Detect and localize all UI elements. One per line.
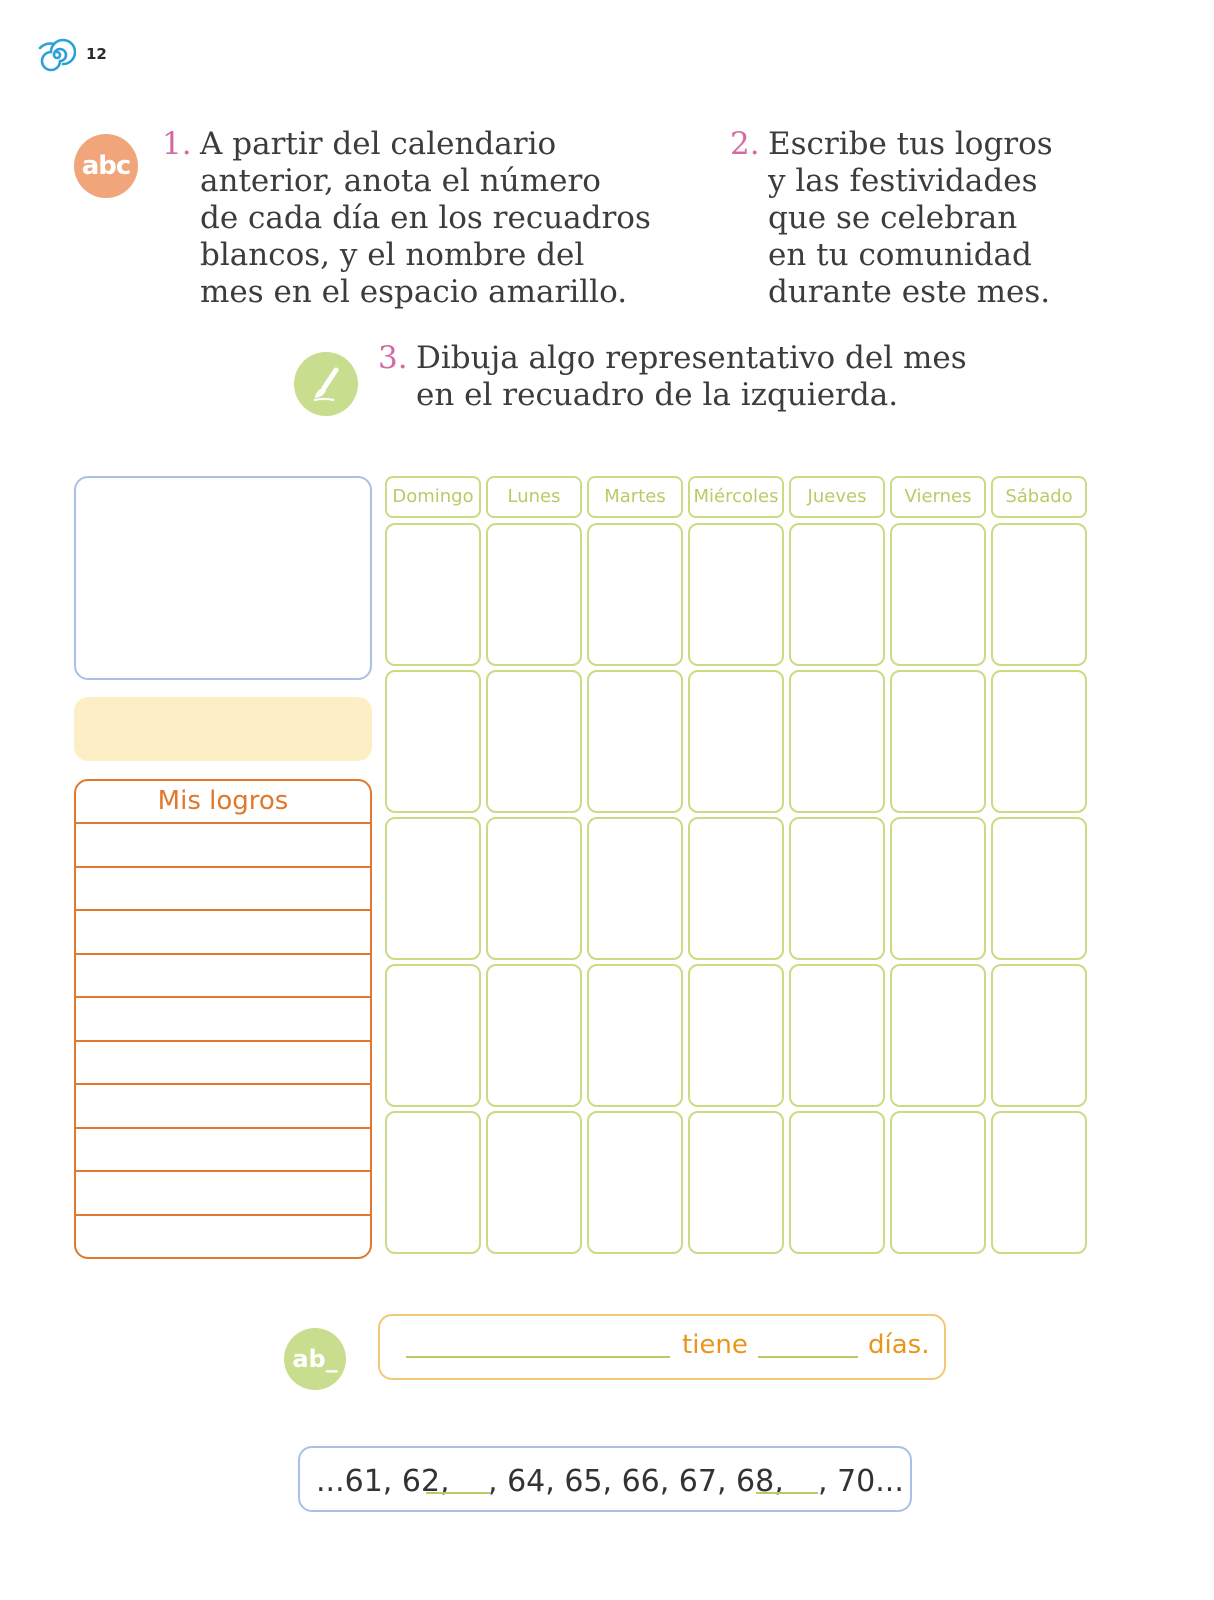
instruction-line: durante este mes. — [768, 274, 1051, 310]
calendar-day-cell[interactable] — [587, 670, 683, 813]
dias-word: días. — [868, 1330, 930, 1360]
sequence-part-3: , 70... — [818, 1464, 904, 1499]
sequence-blank-69[interactable] — [756, 1492, 818, 1494]
achievement-line[interactable] — [76, 1129, 370, 1173]
calendar-day-cell[interactable] — [688, 817, 784, 960]
instruction-line: Escribe tus logros — [768, 126, 1053, 162]
days-count-blank[interactable] — [758, 1356, 858, 1358]
spiral-logo-icon — [38, 38, 76, 72]
calendar-day-cell[interactable] — [587, 1111, 683, 1254]
paintbrush-icon — [294, 352, 358, 416]
calendar-day-cell[interactable] — [486, 1111, 582, 1254]
calendar-day-cell[interactable] — [486, 670, 582, 813]
achievement-line[interactable] — [76, 1172, 370, 1216]
instruction-number: 1. — [162, 126, 192, 162]
achievement-line[interactable] — [76, 955, 370, 999]
sequence-blank-63[interactable] — [426, 1492, 490, 1494]
page-number: 12 — [86, 45, 107, 63]
achievement-line[interactable] — [76, 1085, 370, 1129]
day-header-viernes: Viernes — [890, 476, 986, 518]
calendar-day-cell[interactable] — [991, 523, 1087, 666]
day-header-miercoles: Miércoles — [688, 476, 784, 518]
achievement-line[interactable] — [76, 998, 370, 1042]
day-header-martes: Martes — [587, 476, 683, 518]
calendar-day-cell[interactable] — [385, 670, 481, 813]
calendar-day-cell[interactable] — [688, 523, 784, 666]
instruction-line: en el recuadro de la izquierda. — [416, 377, 899, 413]
calendar-day-cell[interactable] — [587, 523, 683, 666]
calendar-day-cell[interactable] — [486, 817, 582, 960]
abc-icon: abc — [74, 134, 138, 198]
instruction-line: mes en el espacio amarillo. — [200, 274, 628, 310]
month-name-field[interactable] — [74, 697, 372, 761]
calendar-day-cell[interactable] — [890, 523, 986, 666]
instruction-1 — [162, 126, 651, 311]
number-sequence — [298, 1446, 912, 1512]
calendar-day-cell[interactable] — [688, 1111, 784, 1254]
achievement-line[interactable] — [76, 1216, 370, 1260]
calendar-day-cell[interactable] — [385, 817, 481, 960]
calendar-day-cell[interactable] — [587, 817, 683, 960]
calendar-day-cell[interactable] — [789, 1111, 885, 1254]
instruction-line: A partir del calendario — [200, 126, 557, 162]
calendar-day-cell[interactable] — [789, 523, 885, 666]
day-header-domingo: Domingo — [385, 476, 481, 518]
achievement-line[interactable] — [76, 1042, 370, 1086]
instruction-number: 3. — [378, 340, 408, 376]
ab-blank-icon: ab_ — [284, 1328, 346, 1390]
day-header-sabado: Sábado — [991, 476, 1087, 518]
sequence-part-2: , 64, 65, 66, 67, 68, — [488, 1464, 784, 1499]
instruction-line: Dibuja algo representativo del mes — [416, 340, 967, 376]
instruction-number: 2. — [730, 126, 760, 162]
calendar-day-cell[interactable] — [385, 964, 481, 1107]
achievement-line[interactable] — [76, 824, 370, 868]
calendar-day-cell[interactable] — [991, 1111, 1087, 1254]
calendar-day-cell[interactable] — [789, 964, 885, 1107]
month-blank[interactable] — [406, 1356, 670, 1358]
instruction-line: y las festividades — [768, 163, 1038, 199]
calendar-day-cell[interactable] — [991, 964, 1087, 1107]
achievement-line[interactable] — [76, 868, 370, 912]
paintbrush-icon — [306, 364, 346, 404]
achievements-title: Mis logros — [76, 781, 370, 824]
calendar-day-cell[interactable] — [789, 817, 885, 960]
calendar-day-cell[interactable] — [991, 670, 1087, 813]
calendar-day-cell[interactable] — [890, 964, 986, 1107]
calendar-day-cell[interactable] — [587, 964, 683, 1107]
calendar-day-cell[interactable] — [486, 523, 582, 666]
instruction-line: en tu comunidad — [768, 237, 1032, 273]
day-header-jueves: Jueves — [789, 476, 885, 518]
instruction-3 — [378, 340, 967, 414]
instruction-line: que se celebran — [768, 200, 1018, 236]
calendar-day-cell[interactable] — [991, 817, 1087, 960]
instruction-line: de cada día en los recuadros — [200, 200, 651, 236]
sequence-part-1: ...61, 62, — [316, 1464, 450, 1499]
achievement-line[interactable] — [76, 911, 370, 955]
calendar-day-cell[interactable] — [385, 1111, 481, 1254]
achievements-table — [74, 779, 372, 1259]
calendar-day-cell[interactable] — [688, 964, 784, 1107]
tiene-word: tiene — [682, 1330, 748, 1360]
instruction-line: anterior, anota el número — [200, 163, 601, 199]
calendar-day-cell[interactable] — [688, 670, 784, 813]
calendar-day-cell[interactable] — [890, 817, 986, 960]
drawing-box[interactable] — [74, 476, 372, 680]
instruction-line: blancos, y el nombre del — [200, 237, 585, 273]
calendar-day-cell[interactable] — [789, 670, 885, 813]
calendar-day-cell[interactable] — [890, 670, 986, 813]
month-days-sentence — [378, 1314, 946, 1380]
calendar-day-cell[interactable] — [890, 1111, 986, 1254]
instruction-2 — [730, 126, 1053, 311]
day-header-lunes: Lunes — [486, 476, 582, 518]
calendar-day-cell[interactable] — [385, 523, 481, 666]
calendar-day-cell[interactable] — [486, 964, 582, 1107]
